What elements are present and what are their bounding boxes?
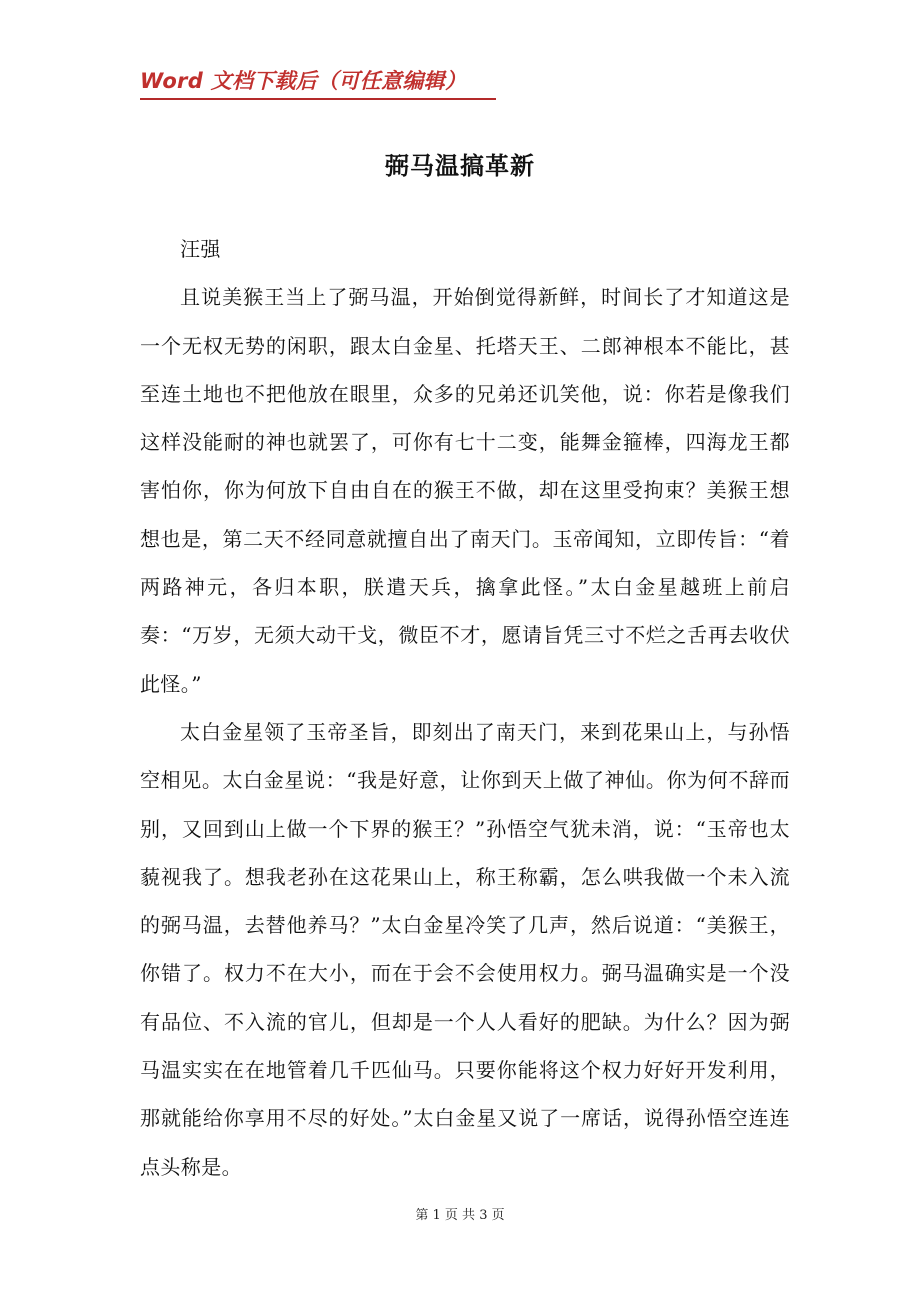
document-title: 弼马温搞革新 [385,151,535,180]
document-body [140,225,790,1191]
body-paragraph: 太白金星领了玉帝圣旨，即刻出了南天门，来到花果山上，与孙悟空相见。太白金星说：“我是好意，让你到天上做了神仙。你为何不辞而别，又回到山上做一个下界的猴王？”孙悟空气犹未消，说：“玉帝也太藐视我了。想我老孙在这花果山上，称王称霸，怎么哄我做一个未入流的弼马温，去替他养马？”太白金星冷笑了几声，然后说道：“美猴王，你错了。权力不在大小，而在于会不会使用权力。弼马温确实是一个没有品位、不入流的官儿，但却是一个人人看好的肥缺。为什么？因为弼马温实实在在地管着几千匹仙马。只要你能将这个权力好好开发利用，那就能给你享用不尽的好处。”太白金星又说了一席话，说得孙悟空连连点头称是。 [140,719,790,1179]
page-indicator: 第 1 页 共 3 页 [415,1208,505,1223]
page-footer [0,1207,920,1225]
header-text: Word 文档下载后（可任意编辑） [140,69,467,93]
body-paragraph: 且说美猴王当上了弼马温，开始倒觉得新鲜，时间长了才知道这是一个无权无势的闲职，跟太白金星、托塔天王、二郎神根本不能比，甚至连土地也不把他放在眼里，众多的兄弟还讥笑他，说：你若是像我们这样没能耐的神也就罢了，可你有七十二变，能舞金箍棒，四海龙王都害怕你，你为何放下自由自在的猴王不做，却在这里受拘束？美猴王想想也是，第二天不经同意就擅自出了南天门。玉帝闻知，立即传旨：“着两路神元，各归本职，朕遣天兵，擒拿此怪。”太白金星越班上前启奏：“万岁，无须大动干戈，微臣不才，愿请旨凭三寸不烂之舌再去收伏此怪。” [140,285,790,696]
author-line: 汪强 [180,237,221,261]
page-header [140,64,496,100]
